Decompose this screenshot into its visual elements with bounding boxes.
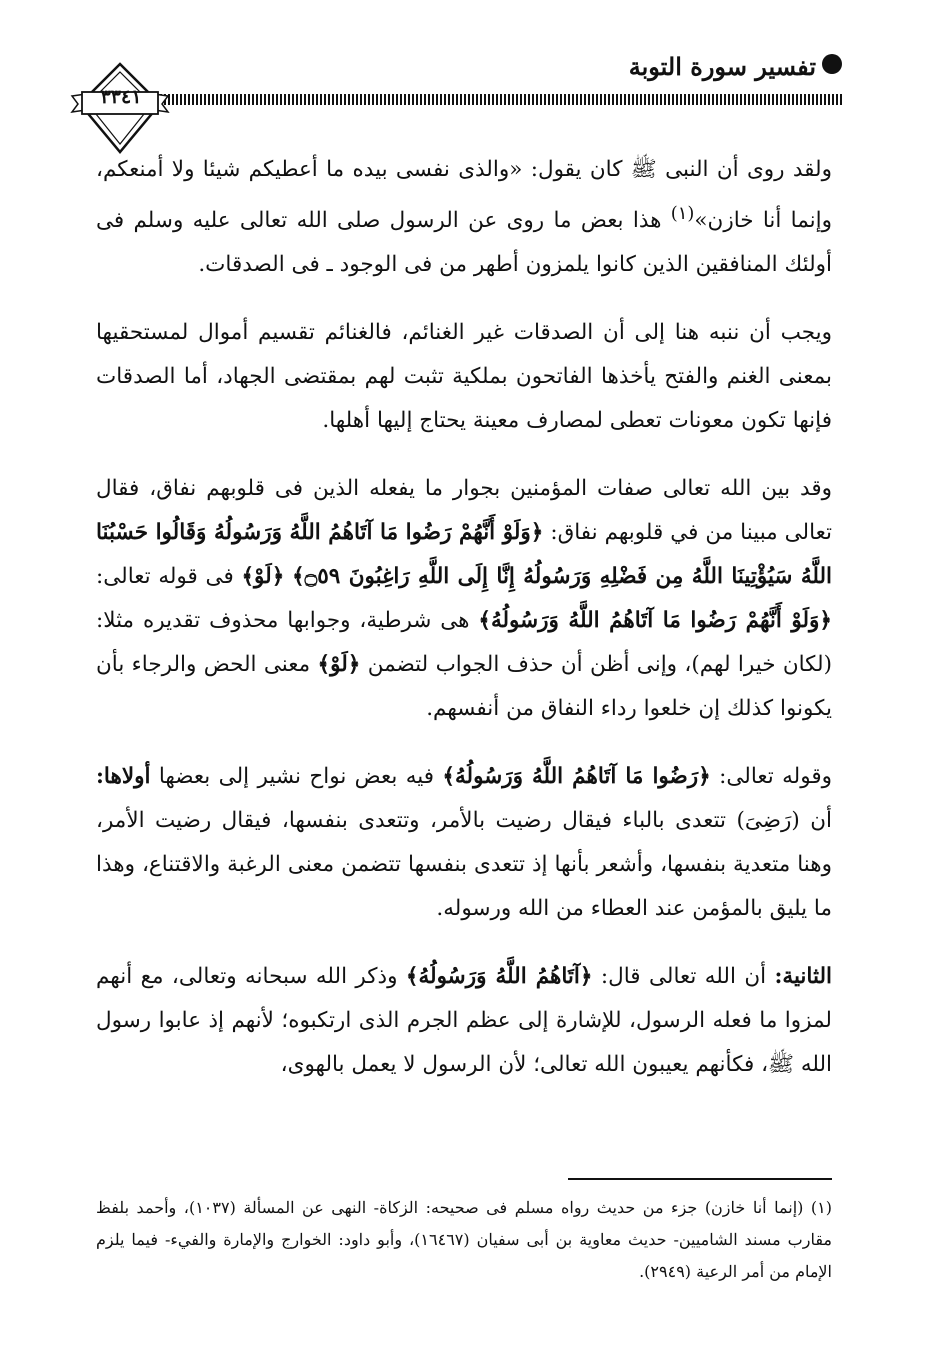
quran-quote: ﴿وَلَوْ أَنَّهُمْ رَضُوا مَا آتَاهُمُ اللَّهُ وَرَسُولُهُ﴾	[478, 608, 832, 634]
header-bullet-icon	[822, 54, 842, 74]
footnotes	[96, 1192, 832, 1288]
paragraph	[96, 311, 832, 443]
bold-heading: أولاها:	[96, 764, 151, 790]
text-run: ويجب أن ننبه هنا إلى أن الصدقات غير الغنائم، فالغنائم تقسيم أموال لمستحقيها بمعنى الغنم والفتح يأخذها الفاتحون بملكية تثبت لهم بمقتضى الجهاد، أما الصدقات فإنها تكون معونات تعطى لمصارف معينة يحتاج إليها أهلها.	[96, 320, 832, 434]
page-number: ٣٣٤١	[100, 86, 142, 108]
page-number-badge-icon	[70, 60, 170, 156]
running-title: تفسير سورة التوبة	[628, 52, 816, 81]
text-run: ولقد روى أن النبى ﷺ كان يقول: «والذى نفسى بيده ما أعطيكم شيئا ولا أمنعكم، وإنما أنا خازن»	[96, 157, 832, 234]
bold-heading: الثانية:	[774, 964, 832, 990]
body-text	[96, 148, 832, 1111]
paragraph	[96, 755, 832, 931]
text-run: أن الله تعالى قال:	[592, 964, 775, 990]
quran-quote: ﴿آتَاهُمُ اللَّهُ وَرَسُولُهُ﴾	[405, 964, 593, 990]
text-run: هذا بعض ما روى عن الرسول صلى الله تعالى عليه وسلم فى أولئك المنافقين الذين كانوا يلمزون أطهر من فى الوجود ـ فى الصدقات.	[96, 208, 832, 278]
text-run: وقد بين الله تعالى صفات المؤمنين بجوار ما يفعله الذين فى قلوبهم نفاق، فقال تعالى مبينا من في قلوبهم نفاق:	[96, 476, 833, 546]
paragraph	[96, 955, 832, 1087]
quran-quote: ﴿لَوْ﴾	[317, 652, 361, 678]
quran-quote: ﴿رَضُوا مَا آتَاهُمُ اللَّهُ وَرَسُولُهُ﴾	[442, 764, 711, 790]
page-header	[0, 0, 928, 160]
footnote-marker: (١)	[670, 203, 695, 224]
text-run	[284, 564, 292, 589]
text-run: معنى الحض والرجاء بأن يكونوا كذلك إن خلعوا رداء النفاق من أنفسهم.	[96, 652, 832, 722]
text-run: وقوله تعالى:	[710, 764, 832, 790]
paragraph	[96, 467, 832, 731]
quran-quote: ﴿لَوْ﴾	[241, 564, 285, 590]
footnote: (١) (إنما أنا خازن) جزء من حديث رواه مسلم فى صحيحه: الزكاة- النهى عن المسألة (١٠٣٧)، وأحمد بلفظ مقارب مسند الشاميين- حديث معاوية بن أبى سفيان (١٦٤٦٧)، وأبو داود: الخوارج والإمارة والفيء- فيما يلزم الإمام من أمر الرعية (٢٩٤٩).	[96, 1198, 832, 1281]
text-run: هى شرطية، وجوابها محذوف تقديره مثلا: (لكان خيرا لهم)، وإنى أظن أن حذف الجواب لتضمن	[96, 608, 832, 678]
footnote-divider	[568, 1178, 832, 1180]
text-run: فيه بعض نواح نشير إلى بعضها	[150, 764, 443, 790]
header-rule	[160, 94, 842, 105]
text-run: فى قوله تعالى:	[96, 564, 242, 590]
quran-quote: ﴿وَلَوْ أَنَّهُمْ رَضُوا مَا آتَاهُمُ اللَّهُ وَرَسُولُهُ وَقَالُوا حَسْبُنَا اللَّهُ سَيُؤْتِينَا اللَّهُ مِن فَضْلِهِ وَرَسُولُهُ إِنَّا إِلَى اللَّهِ رَاغِبُونَ ۝٥٩﴾	[96, 520, 832, 590]
text-run: وذكر الله سبحانه وتعالى، مع أنهم لمزوا ما فعله الرسول، للإشارة إلى عظم الجرم الذى ارتكبوه؛ لأنهم إذ عابوا رسول الله ﷺ، فكأنهم يعيبون الله تعالى؛ لأن الرسول لا يعمل بالهوى،	[96, 964, 832, 1078]
text-run: أن (رَضِىَ) تتعدى بالباء فيقال رضيت بالأمر، وتتعدى بنفسها، فيقال رضيت الأمر، وهنا متعدية بنفسها، وأشعر بأنها إذ تتعدى بنفسها تتضمن معنى الرغبة والاقتناع، وهذا ما يليق بالمؤمن عند العطاء من الله ورسوله.	[96, 808, 832, 922]
paragraph	[96, 148, 832, 287]
